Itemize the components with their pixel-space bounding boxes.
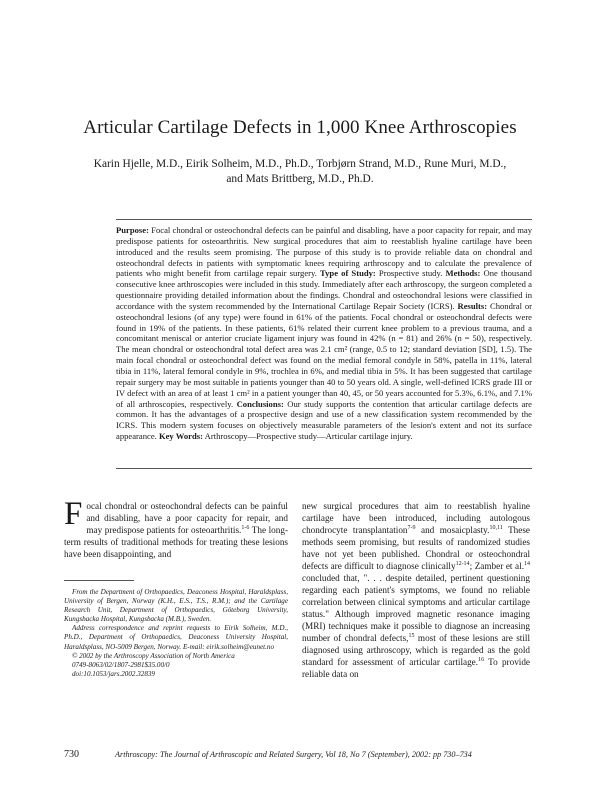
journal-citation: Arthroscopy: The Journal of Arthroscopic and Related Surgery, Vol 18, No 7 (September), 2002: pp 730–734: [115, 750, 472, 759]
body-text: ; Zamber et al.: [469, 561, 524, 571]
abstract-bottom-rule: [116, 468, 532, 469]
citation-ref: 12-14: [455, 560, 470, 567]
results-label: Results:: [457, 300, 488, 311]
affiliation-note: From the Department of Orthopaedics, Deaconess Hospital, Haraldsplass, University of Bergen, Norway (K.H., E.S., T.S., R.M.); and the Cartilage Research Unit, Department of Orthopaedics, Göteborg University, Kungsbacka Hospital, Kungsbacka (M.B.), Sweden.: [64, 588, 288, 624]
citation-ref: 1-6: [241, 524, 250, 531]
drop-cap: F: [64, 496, 83, 532]
body-text: To provide reliable data on: [302, 657, 531, 679]
author-list: [60, 157, 540, 187]
body-column-left: [64, 496, 289, 560]
doi-note: doi:10.1053/jars.2002.32839: [72, 669, 155, 678]
abstract-top-rule: [116, 219, 532, 220]
citation-ref: 10,11: [489, 524, 503, 531]
article-title: Articular Cartilage Defects in 1,000 Knee Arthroscopies: [83, 116, 517, 138]
abstract: [116, 225, 532, 442]
author-line-1: Karin Hjelle, M.D., Eirik Solheim, M.D., Ph.D., Torbjørn Strand, M.D., Rune Muri, M.D.,: [93, 158, 507, 170]
body-text: ocal chondral or osteochondral defects can be painful and disabling, have a poor capacity for repair, and may predispose patients for osteoarthritis.: [86, 501, 288, 535]
page-number: 730: [64, 749, 79, 760]
body-text: The long-term results of traditional methods for treating these lesions have been disappointing, and: [64, 525, 289, 559]
author-line-2: and Mats Brittberg, M.D., Ph.D.: [226, 173, 374, 185]
keywords-text: Arthroscopy—Prospective study—Articular cartilage injury.: [202, 431, 413, 442]
citation-ref: 15: [408, 632, 415, 639]
keywords-label: Key Words:: [158, 431, 203, 442]
methods-text: One thousand consecutive knee arthroscopies were included in this study. Immediately after each arthroscopy, the surgeon completed a questionnaire providing detailed information about the findings. Chondral and osteochondral lesions were classified in accordance with the system recommended by the International Cartilage Repair Society (ICRS).: [116, 268, 532, 311]
type-text: Prospective study.: [375, 268, 446, 279]
purpose-label: Purpose:: [116, 225, 149, 235]
body-text: concluded that, ". . . despite detailed, pertinent questioning regarding each patient's symptoms, we found no reliable correlation between clinical symptoms and articular cartilage status." Although improved magnetic resonance imaging (MRI) techniques make it possible to diagnose an increasing number of chondral defects,: [302, 573, 530, 643]
citation-ref: 7-9: [407, 524, 416, 531]
type-label: Type of Study:: [320, 268, 376, 279]
footnotes: [64, 588, 288, 679]
body-text: most of these lesions are still diagnosed using arthroscopy, which is regarded as the gold standard for assessment of articular cartilage.: [302, 633, 530, 667]
citation-ref: 16: [478, 656, 485, 663]
body-text: and mosaicplasty.: [415, 525, 490, 535]
results-text: Chondral or osteochondral lesions (of any type) were found in 61% of the patients. Focal chondral or osteochondral defects were found in 19% of the patients. In these patients, 61% related their current knee problem to a previous trauma, and a concomitant meniscal or anterior cruciate ligament injury was found in 42% (n = 81) and 26% (n = 50), respectively. The mean chondral or osteochondral total defect area was 2.1 cm² (range, 0.5 to 12; standard deviation [SD], 1.5). The main focal chondral or osteochondral defect was found on the medial femoral condyle in 58%, patella in 11%, lateral tibia in 11%, lateral femoral condyle in 9%, trochlea in 6%, and medial tibia in 5%. It has been suggested that cartilage repair surgery may be most suitable in patients younger than 40 to 50 years old. A single, well-defined ICRS grade III or IV defect with an area of at least 1 cm² in a patient younger than 40, 45, or 50 years accounted for 5.3%, 6.1%, and 7.1% of all arthroscopies, respectively.: [116, 300, 532, 409]
body-column-right: [302, 500, 530, 680]
body-text: new surgical procedures that aim to reestablish hyaline cartilage have been introduced, including autologous chondrocyte transplantation: [302, 501, 530, 535]
body-text: These methods seem promising, but results of randomized studies have not yet been published. Chondral or osteochondral defects are difficult to diagnose clinically: [302, 525, 531, 571]
issn-note: 0749-8063/02/1807-2981$35.00/0: [72, 660, 170, 669]
copyright-note: © 2002 by the Arthroscopy Association of North America: [72, 651, 235, 660]
conclusions-label: Conclusions:: [236, 398, 284, 409]
citation-ref: 14: [524, 560, 530, 567]
purpose-text: Focal chondral or osteochondral defects can be painful and disabling, have a poor capacity for repair, and may predispose patients for osteoarthritis. New surgical procedures that aim to reestablish hyaline cartilage have been introduced and the results seem promising. The purpose of this study is to provide reliable data on chondral and osteochondral defects in patients with symptomatic knees requiring arthroscopy and to calculate the prevalence of patients who might benefit from cartilage repair surgery.: [116, 225, 532, 279]
methods-label: Methods:: [445, 268, 481, 279]
footnote-rule: [64, 580, 134, 581]
correspondence-note: Address correspondence and reprint requests to Eirik Solheim, M.D., Ph.D., Department of Orthopaedics, Deaconess University Hospital, Haraldsplass, NO-5009 Bergen, Norway. E-mail: eirik.solheim@eunet.no: [64, 624, 288, 651]
conclusions-text: Our study supports the contention that articular cartilage defects are common. It has the advantages of a prospective design and use of a new classification system recommended by the ICRS. This modern system focuses on objectively measurable parameters of the lesion's extent and not its surface appearance.: [116, 398, 532, 442]
